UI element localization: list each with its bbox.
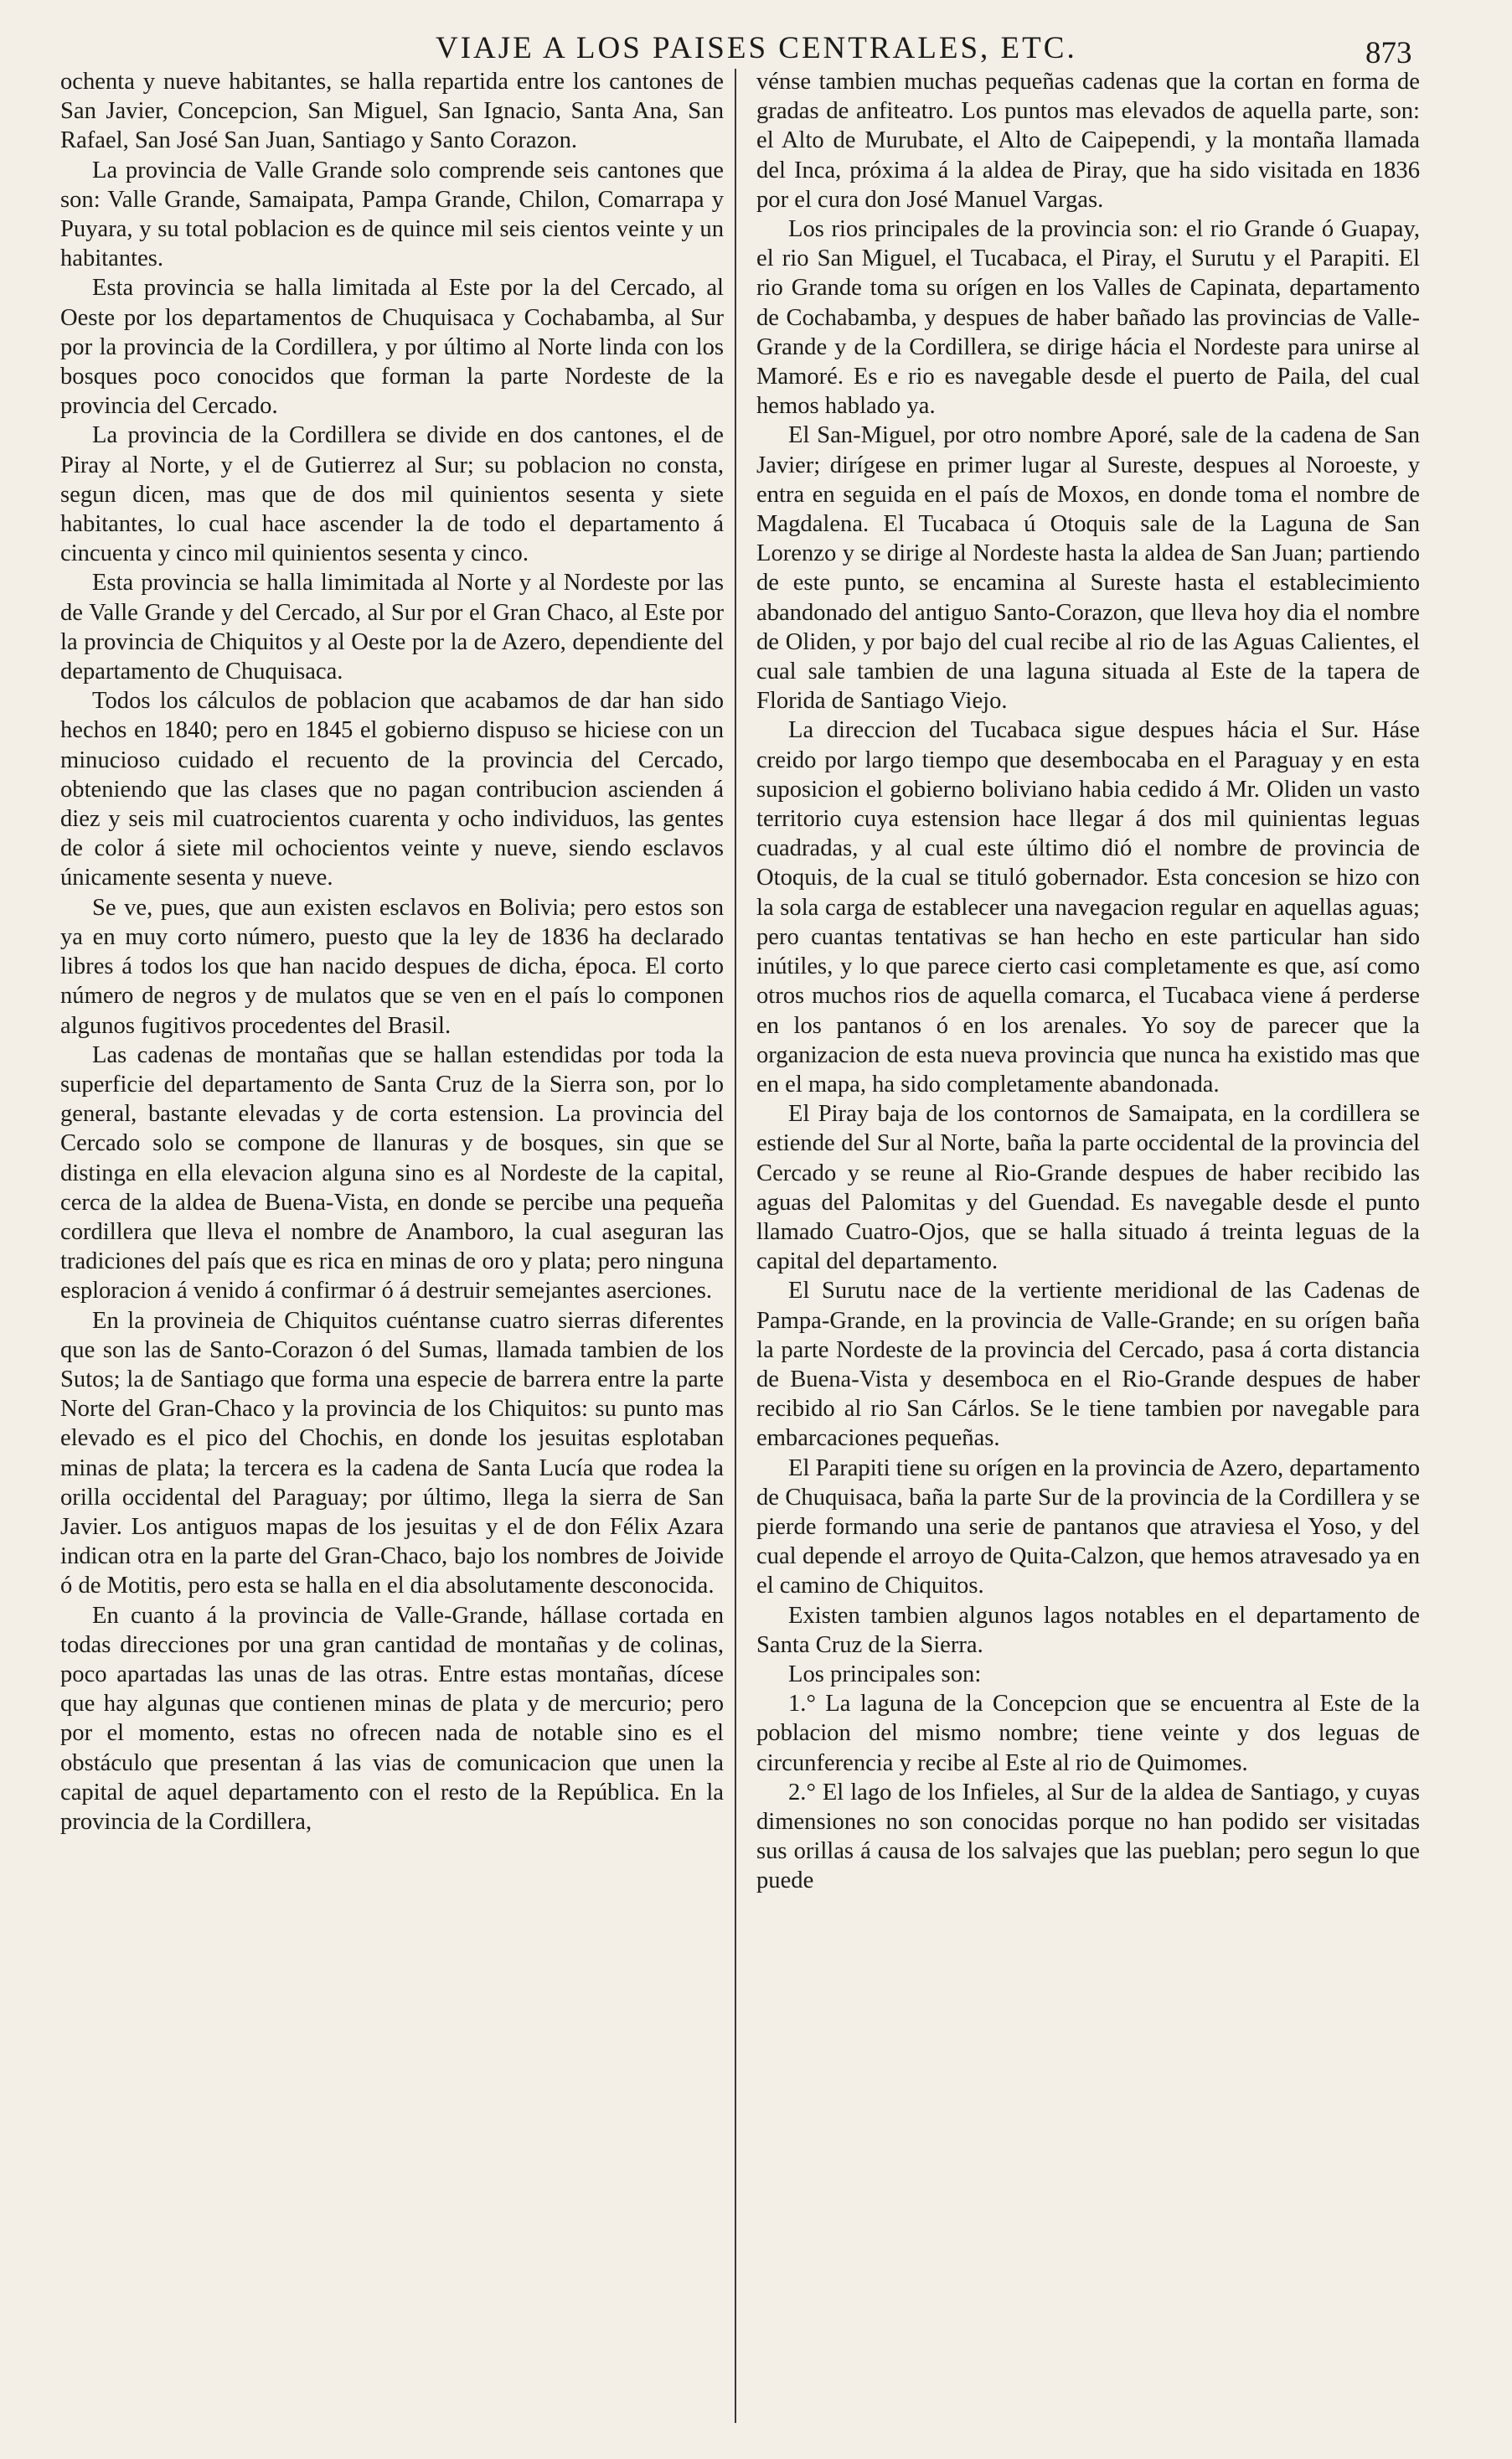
running-title: VIAJE A LOS PAISES CENTRALES, ETC. bbox=[436, 31, 1077, 65]
paragraph: 1.° La laguna de la Concepcion que se encuentra al Este de la poblacion del mismo nombre; tiene veinte y dos leguas de circunferencia y recibe al Este al rio de Quimomes. bbox=[756, 1691, 1420, 1776]
page-number: 873 bbox=[1365, 36, 1412, 70]
paragraph: El Parapiti tiene su orígen en la provincia de Azero, departamento de Chuquisaca, baña la parte Sur de la provincia de la Cordillera y se pierde formando una serie de pantanos que atraviesa el Yoso, y del cual depende el arroyo de Quita-Calzon, que hemos atravesado ya en el camino de Chiquitos. bbox=[756, 1454, 1420, 1599]
paragraph: El Surutu nace de la vertiente meridional de las Cadenas de Pampa-Grande, en la provincia de Valle-Grande; en su orígen baña la parte Nordeste de la provincia del Cercado, pasa á corta distancia de Buena-Vista y desemboca en el Rio-Grande despues de haber recibido al rio San Cárlos. Se le tiene tambien por navegable para embarcaciones pequeñas. bbox=[756, 1278, 1420, 1452]
paragraph: Todos los cálculos de poblacion que acabamos de dar han sido hechos en 1840; pero en 1845 el gobierno dispuso se hiciese con un minucioso cuidado el recuento de la provincia del Cercado, obteniendo que las clases que no pagan contribucion ascienden á diez y seis mil cuatrocientos cuarenta y ocho individuos, las gentes de color á siete mil ochocientos veinte y nueve, siendo esclavos únicamente sesenta y nueve. bbox=[60, 688, 724, 891]
right-column bbox=[756, 67, 1420, 1896]
paragraph: El San-Miguel, por otro nombre Aporé, sale de la cadena de San Javier; dirígese en primer lugar al Sureste, despues al Noroeste, y entra en seguida en el país de Moxos, en donde toma el nombre de Magdalena. El Tucabaca ú Otoquis sale de la Laguna de San Lorenzo y se dirige al Nordeste hasta la aldea de San Juan; partiendo de este punto, se encamina al Sureste hasta el establecimiento abandonado del antiguo Santo-Corazon, que lleva hoy dia el nombre de Oliden, y por bajo del cual recibe al rio de las Aguas Calientes, el cual sale tambien de una laguna situada al Este de la tapera de Florida de Santiago Viejo. bbox=[756, 422, 1420, 715]
paragraph: La provincia de la Cordillera se divide en dos cantones, el de Piray al Norte, y el de Gutierrez al Sur; su poblacion no consta, segun dicen, mas que de dos mil quinientos sesenta y siete habitantes, lo cual hace ascender la de todo el departamento á cincuenta y cinco mil quinientos sesenta y cinco. bbox=[60, 422, 724, 567]
paragraph: Los principales son: bbox=[788, 1661, 982, 1687]
paragraph: 2.° El lago de los Infieles, al Sur de la aldea de Santiago, y cuyas dimensiones no son conocidas porque no han podido ser visitadas sus orillas á causa de los salvajes que las pueblan; pero segun lo que puede bbox=[756, 1779, 1420, 1894]
running-head bbox=[0, 23, 1512, 74]
paragraph: Existen tambien algunos lagos notables en el departamento de Santa Cruz de la Sierra. bbox=[756, 1602, 1420, 1658]
paragraph: ochenta y nueve habitantes, se halla repartida entre los cantones de San Javier, Concepcion, San Miguel, San Ignacio, Santa Ana, San Rafael, San José San Juan, Santiago y Santo Corazon. bbox=[60, 69, 724, 154]
paragraph: vénse tambien muchas pequeñas cadenas que la cortan en forma de gradas de anfiteatro. Los puntos mas elevados de aquella parte, son: el Alto de Murubate, el Alto de Caipependi, y la montaña llamada del Inca, próxima á la aldea de Piray, que ha sido visitada en 1836 por el cura don José Manuel Vargas. bbox=[756, 69, 1420, 213]
paragraph: Esta provincia se halla limimitada al Norte y al Nordeste por las de Valle Grande y del Cercado, al Sur por el Gran Chaco, al Este por la provincia de Chiquitos y al Oeste por la de Azero, dependiente del departamento de Chuquisaca. bbox=[60, 570, 724, 685]
paragraph: El Piray baja de los contornos de Samaipata, en la cordillera se estiende del Sur al Norte, baña la parte occidental de la provincia del Cercado y se reune al Rio-Grande despues de haber recibido las aguas del Palomitas y del Guendad. Es navegable desde el punto llamado Cuatro-Ojos, que se halla situado á treinta leguas de la capital del departamento. bbox=[756, 1101, 1420, 1275]
column-rule bbox=[735, 69, 736, 2423]
paragraph: En cuanto á la provincia de Valle-Grande, hállase cortada en todas direcciones por una gran cantidad de montañas y de colinas, poco apartadas las unas de las otras. Entre estas montañas, dícese que hay algunas que contienen minas de plata y de mercurio; pero por el momento, estas no ofrecen nada de notable sino es el obstáculo que presentan á las vias de comunicacion que unen la capital de aquel departamento con el resto de la República. En la provincia de la Cordillera, bbox=[60, 1602, 724, 1835]
paragraph: Se ve, pues, que aun existen esclavos en Bolivia; pero estos son ya en muy corto número, puesto que la ley de 1836 ha declarado libres á todos los que han nacido despues de dicha, época. El corto número de negros y de mulatos que se ven en el país lo componen algunos fugitivos procedentes del Brasil. bbox=[60, 894, 724, 1039]
paragraph: La provincia de Valle Grande solo comprende seis cantones que son: Valle Grande, Samaipata, Pampa Grande, Chilon, Comarrapa y Puyara, y su total poblacion es de quince mil seis cientos veinte y un habitantes. bbox=[60, 157, 724, 272]
paragraph: La direccion del Tucabaca sigue despues hácia el Sur. Háse creido por largo tiempo que desembocaba en el Paraguay y en esta suposicion el gobierno boliviano habia cedido á Mr. Oliden un vasto territorio cuya estension hace llegar á dos mil quinientas leguas cuadradas, y al cual este último dió el nombre de provincia de Otoquis, de la cual se tituló gobernador. Esta concesion se hizo con la sola carga de establecer una navegacion regular en aquellas aguas; pero cuantas tentativas se han hecho en este particular han sido inútiles, y lo que parece cierto casi completamente es que, así como otros muchos rios de aquella comarca, el Tucabaca viene á perderse en los pantanos ó en los arenales. Yo soy de parecer que la organizacion de esta nueva provincia que nunca ha existido mas que en el mapa, ha sido completamente abandonada. bbox=[756, 717, 1420, 1098]
paragraph: Esta provincia se halla limitada al Este por la del Cercado, al Oeste por los departamentos de Chuquisaca y Cochabamba, al Sur por la provincia de la Cordillera, y por último al Norte linda con los bosques poco conocidos que forman la parte Nordeste de la provincia del Cercado. bbox=[60, 275, 724, 420]
paragraph: Los rios principales de la provincia son: el rio Grande ó Guapay, el rio San Miguel, el Tucabaca, el Piray, el Surutu y el Parapiti. El rio Grande toma su orígen en los Valles de Capinata, departamento de Cochabamba, y despues de haber bañado las provincias de Valle-Grande y de la Cordillera, se dirige hácia el Nordeste para unirse al Mamoré. Es e rio es navegable desde el puerto de Paila, del cual hemos hablado ya. bbox=[756, 216, 1420, 420]
left-column bbox=[60, 67, 724, 1837]
paragraph: Las cadenas de montañas que se hallan estendidas por toda la superficie del departamento de Santa Cruz de la Sierra son, por lo general, bastante elevadas y de corta estension. La provincia del Cercado solo se compone de llanuras y de bosques, sin que se distinga en ella elevacion alguna sino es al Nordeste de la capital, cerca de la aldea de Buena-Vista, en donde se percibe una pequeña cordillera que lleva el nombre de Anamboro, la cual aseguran las tradiciones del país que es rica en minas de oro y plata; pero ninguna esploracion á venido á confirmar ó á destruir semejantes aserciones. bbox=[60, 1041, 724, 1304]
paragraph: En la provineia de Chiquitos cuéntanse cuatro sierras diferentes que son las de Santo-Corazon ó del Sumas, llamada tambien de los Sutos; la de Santiago que forma una especie de barrera entre la parte Norte del Gran-Chaco y la provincia de los Chiquitos: su punto mas elevado es el pico del Chochis, en donde los jesuitas esplotaban minas de plata; la tercera es la cadena de Santa Lucía que rodea la orilla occidental del Paraguay; por último, llega la sierra de San Javier. Los antiguos mapas de los jesuitas y el de don Félix Azara indican otra en la parte del Gran-Chaco, bajo los nombres de Joivide ó de Motitis, pero esta se halla en el dia absolutamente desconocida. bbox=[60, 1307, 724, 1599]
